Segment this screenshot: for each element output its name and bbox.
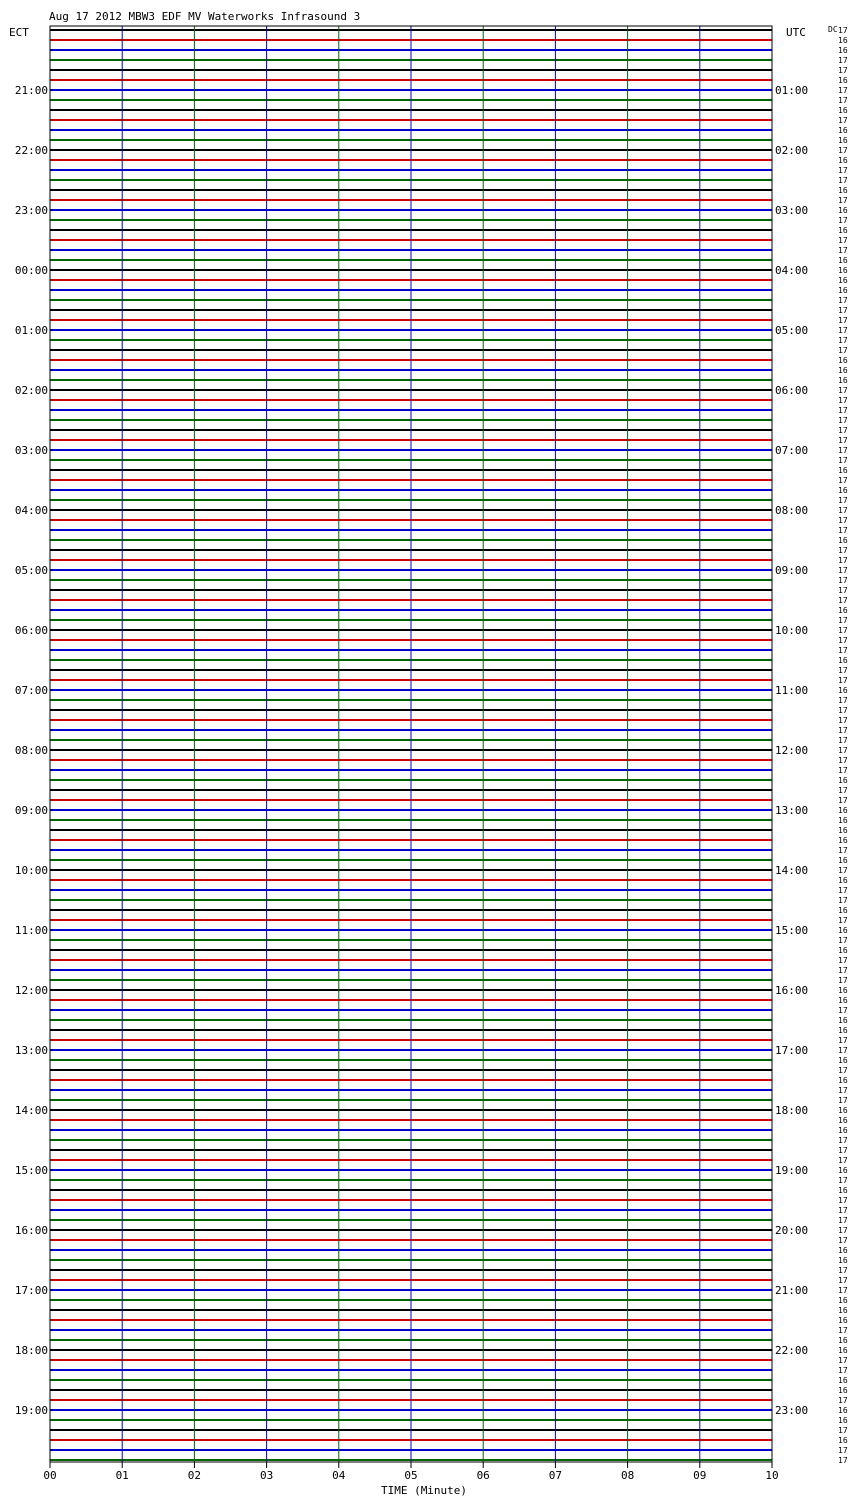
dc-value: 17 (838, 1196, 848, 1205)
right-hour-label: 23:00 (775, 1404, 809, 1417)
x-tick-label: 02 (187, 1469, 202, 1482)
dc-value: 17 (838, 616, 848, 625)
right-hour-label: 01:00 (775, 84, 809, 97)
dc-value: 16 (838, 1106, 848, 1115)
dc-value: 17 (838, 766, 848, 775)
dc-value: 17 (838, 346, 848, 355)
dc-value: 17 (838, 1156, 848, 1165)
right-hour-labels (775, 84, 808, 1417)
dc-value: 16 (838, 376, 848, 385)
dc-value: 17 (838, 526, 848, 535)
dc-value: 17 (838, 506, 848, 515)
dc-value: 16 (838, 136, 848, 145)
dc-value: 17 (838, 166, 848, 175)
dc-value: 16 (838, 156, 848, 165)
dc-value: 16 (838, 1246, 848, 1255)
dc-value: 16 (838, 106, 848, 115)
dc-value: 16 (838, 876, 848, 885)
dc-value: 17 (838, 756, 848, 765)
right-hour-label: 10:00 (775, 624, 809, 637)
left-hour-label: 05:00 (14, 564, 48, 577)
dc-value: 16 (838, 356, 848, 365)
x-tick-label: 09 (693, 1469, 707, 1482)
dc-value: 17 (838, 396, 848, 405)
dc-value: 17 (838, 1396, 848, 1405)
dc-value: 16 (838, 1116, 848, 1125)
dc-value: 16 (838, 276, 848, 285)
dc-value: 17 (838, 636, 848, 645)
dc-value: 17 (838, 56, 848, 65)
dc-value: 17 (838, 556, 848, 565)
dc-value: 17 (838, 96, 848, 105)
dc-value: 16 (838, 186, 848, 195)
dc-value: 16 (838, 1186, 848, 1195)
left-hour-label: 13:00 (14, 1044, 48, 1057)
dc-value: 17 (838, 336, 848, 345)
dc-value: 16 (838, 906, 848, 915)
dc-value: 16 (838, 806, 848, 815)
dc-value: 16 (838, 856, 848, 865)
dc-value: 16 (838, 466, 848, 475)
dc-value: 17 (838, 866, 848, 875)
x-axis-label: TIME (Minute) (380, 1484, 468, 1497)
x-tick-label: 08 (620, 1469, 635, 1482)
dc-value: 17 (838, 26, 848, 35)
right-hour-label: 08:00 (775, 504, 809, 517)
dc-value: 17 (838, 236, 848, 245)
dc-value: 17 (838, 846, 848, 855)
dc-value: 17 (838, 456, 848, 465)
dc-value: 16 (838, 1026, 848, 1035)
dc-value: 17 (838, 1216, 848, 1225)
dc-value: 17 (838, 726, 848, 735)
dc-value: 17 (838, 966, 848, 975)
dc-value: 17 (838, 436, 848, 445)
dc-value: 17 (838, 1356, 848, 1365)
dc-header: DC (828, 25, 838, 34)
dc-value: 17 (838, 1286, 848, 1295)
dc-value: 17 (838, 146, 848, 155)
dc-value: 17 (838, 976, 848, 985)
right-hour-label: 04:00 (775, 264, 809, 277)
left-hour-label: 07:00 (14, 684, 48, 697)
dc-value: 16 (838, 1346, 848, 1355)
x-tick-label: 06 (476, 1469, 490, 1482)
dc-value: 16 (838, 76, 848, 85)
dc-value: 17 (838, 1266, 848, 1275)
dc-value: 16 (838, 1306, 848, 1315)
dc-value: 17 (838, 216, 848, 225)
dc-value: 16 (838, 46, 848, 55)
dc-value: 17 (838, 326, 848, 335)
dc-value: 17 (838, 386, 848, 395)
dc-value: 17 (838, 696, 848, 705)
dc-value: 17 (838, 786, 848, 795)
dc-value: 17 (838, 716, 848, 725)
x-axis-ticks (43, 1462, 778, 1482)
left-hour-label: 15:00 (14, 1164, 48, 1177)
dc-value: 16 (838, 836, 848, 845)
dc-value: 17 (838, 446, 848, 455)
left-hour-label: 22:00 (14, 144, 48, 157)
dc-value: 17 (838, 406, 848, 415)
dc-value: 16 (838, 1256, 848, 1265)
right-hour-label: 03:00 (775, 204, 809, 217)
dc-value: 17 (838, 576, 848, 585)
x-tick-label: 10 (765, 1469, 779, 1482)
dc-value: 17 (838, 566, 848, 575)
dc-value: 17 (838, 1176, 848, 1185)
dc-value: 16 (838, 1126, 848, 1135)
dc-value: 17 (838, 426, 848, 435)
dc-value: 17 (838, 116, 848, 125)
left-hour-label: 18:00 (14, 1344, 48, 1357)
dc-value: 16 (838, 256, 848, 265)
dc-value: 16 (838, 686, 848, 695)
dc-value: 17 (838, 1366, 848, 1375)
dc-value: 16 (838, 1166, 848, 1175)
x-tick-label: 03 (259, 1469, 274, 1482)
dc-value: 17 (838, 176, 848, 185)
dc-value: 16 (838, 926, 848, 935)
dc-value: 17 (838, 796, 848, 805)
dc-value: 16 (838, 1406, 848, 1415)
dc-value: 17 (838, 86, 848, 95)
left-hour-label: 09:00 (14, 804, 48, 817)
dc-value: 17 (838, 1426, 848, 1435)
dc-value: 17 (838, 246, 848, 255)
dc-value: 16 (838, 816, 848, 825)
dc-value: 16 (838, 266, 848, 275)
dc-value: 17 (838, 1276, 848, 1285)
dc-value-column (838, 26, 848, 1465)
dc-value: 17 (838, 1036, 848, 1045)
left-hour-label: 08:00 (14, 744, 48, 757)
dc-value: 16 (838, 366, 848, 375)
dc-value: 17 (838, 896, 848, 905)
dc-value: 17 (838, 736, 848, 745)
dc-value: 16 (838, 1056, 848, 1065)
x-tick-label: 05 (404, 1469, 418, 1482)
dc-value: 17 (838, 596, 848, 605)
dc-value: 16 (838, 826, 848, 835)
dc-value: 17 (838, 66, 848, 75)
dc-value: 17 (838, 1226, 848, 1235)
left-hour-label: 02:00 (14, 384, 48, 397)
right-hour-label: 16:00 (775, 984, 809, 997)
right-hour-label: 21:00 (775, 1284, 809, 1297)
dc-value: 17 (838, 1146, 848, 1155)
dc-value: 17 (838, 626, 848, 635)
dc-value: 17 (838, 666, 848, 675)
dc-value: 16 (838, 1336, 848, 1345)
dc-value: 17 (838, 496, 848, 505)
dc-value: 16 (838, 1376, 848, 1385)
x-tick-label: 01 (115, 1469, 129, 1482)
dc-value: 17 (838, 196, 848, 205)
right-hour-label: 07:00 (775, 444, 809, 457)
dc-value: 17 (838, 586, 848, 595)
dc-value: 16 (838, 776, 848, 785)
dc-value: 16 (838, 126, 848, 135)
right-axis-header: UTC (786, 26, 806, 39)
x-tick-label: 04 (332, 1469, 346, 1482)
dc-value: 16 (838, 536, 848, 545)
dc-value: 16 (838, 226, 848, 235)
right-hour-label: 17:00 (775, 1044, 809, 1057)
dc-value: 17 (838, 886, 848, 895)
right-hour-label: 22:00 (775, 1344, 809, 1357)
dc-value: 17 (838, 956, 848, 965)
right-hour-label: 15:00 (775, 924, 809, 937)
dc-value: 16 (838, 1436, 848, 1445)
left-hour-label: 06:00 (14, 624, 48, 637)
dc-value: 17 (838, 1206, 848, 1215)
dc-value: 17 (838, 306, 848, 315)
left-hour-label: 11:00 (14, 924, 48, 937)
dc-value: 16 (838, 996, 848, 1005)
right-hour-label: 19:00 (775, 1164, 809, 1177)
dc-value: 17 (838, 296, 848, 305)
dc-value: 17 (838, 916, 848, 925)
dc-value: 16 (838, 486, 848, 495)
left-hour-label: 17:00 (14, 1284, 48, 1297)
left-hour-labels (15, 84, 48, 1417)
dc-value: 16 (838, 1016, 848, 1025)
right-hour-label: 18:00 (775, 1104, 809, 1117)
dc-value: 17 (838, 746, 848, 755)
dc-value: 17 (838, 1326, 848, 1335)
left-hour-label: 14:00 (14, 1104, 48, 1117)
dc-value: 17 (838, 1456, 848, 1465)
dc-value: 17 (838, 676, 848, 685)
dc-value: 17 (838, 646, 848, 655)
left-hour-label: 10:00 (14, 864, 48, 877)
dc-value: 17 (838, 1046, 848, 1055)
dc-value: 16 (838, 1076, 848, 1085)
right-hour-label: 05:00 (775, 324, 809, 337)
right-hour-label: 11:00 (775, 684, 809, 697)
right-hour-label: 02:00 (775, 144, 809, 157)
left-hour-label: 00:00 (14, 264, 48, 277)
dc-value: 16 (838, 1316, 848, 1325)
left-hour-label: 12:00 (14, 984, 48, 997)
chart-title: Aug 17 2012 MBW3 EDF MV Waterworks Infrasound 3 (49, 10, 361, 23)
dc-value: 16 (838, 1386, 848, 1395)
dc-value: 17 (838, 416, 848, 425)
right-hour-label: 09:00 (775, 564, 809, 577)
dc-value: 17 (838, 316, 848, 325)
dc-value: 16 (838, 36, 848, 45)
dc-value: 17 (838, 706, 848, 715)
left-hour-label: 01:00 (14, 324, 48, 337)
dc-value: 17 (838, 516, 848, 525)
dc-value: 16 (838, 286, 848, 295)
dc-value: 17 (838, 1086, 848, 1095)
left-hour-label: 23:00 (14, 204, 48, 217)
dc-value: 17 (838, 546, 848, 555)
dc-value: 16 (838, 946, 848, 955)
minute-gridlines (122, 26, 700, 1462)
left-hour-label: 04:00 (14, 504, 48, 517)
dc-value: 17 (838, 1236, 848, 1245)
dc-value: 16 (838, 986, 848, 995)
left-hour-label: 16:00 (14, 1224, 48, 1237)
dc-value: 17 (838, 476, 848, 485)
right-hour-label: 06:00 (775, 384, 809, 397)
x-tick-label: 00 (43, 1469, 57, 1482)
right-hour-label: 14:00 (775, 864, 809, 877)
right-hour-label: 13:00 (775, 804, 809, 817)
dc-value: 17 (838, 936, 848, 945)
dc-value: 16 (838, 1296, 848, 1305)
right-hour-label: 20:00 (775, 1224, 809, 1237)
dc-value: 16 (838, 1416, 848, 1425)
dc-value: 17 (838, 1066, 848, 1075)
dc-value: 17 (838, 1006, 848, 1015)
left-axis-header: ECT (9, 26, 29, 39)
dc-value: 17 (838, 1446, 848, 1455)
x-tick-label: 07 (548, 1469, 563, 1482)
left-hour-label: 19:00 (14, 1404, 48, 1417)
left-hour-label: 03:00 (14, 444, 48, 457)
dc-value: 17 (838, 1136, 848, 1145)
dc-value: 17 (838, 1096, 848, 1105)
left-hour-label: 21:00 (14, 84, 48, 97)
right-hour-label: 12:00 (775, 744, 809, 757)
dc-value: 16 (838, 206, 848, 215)
dc-value: 16 (838, 606, 848, 615)
dc-value: 16 (838, 656, 848, 665)
